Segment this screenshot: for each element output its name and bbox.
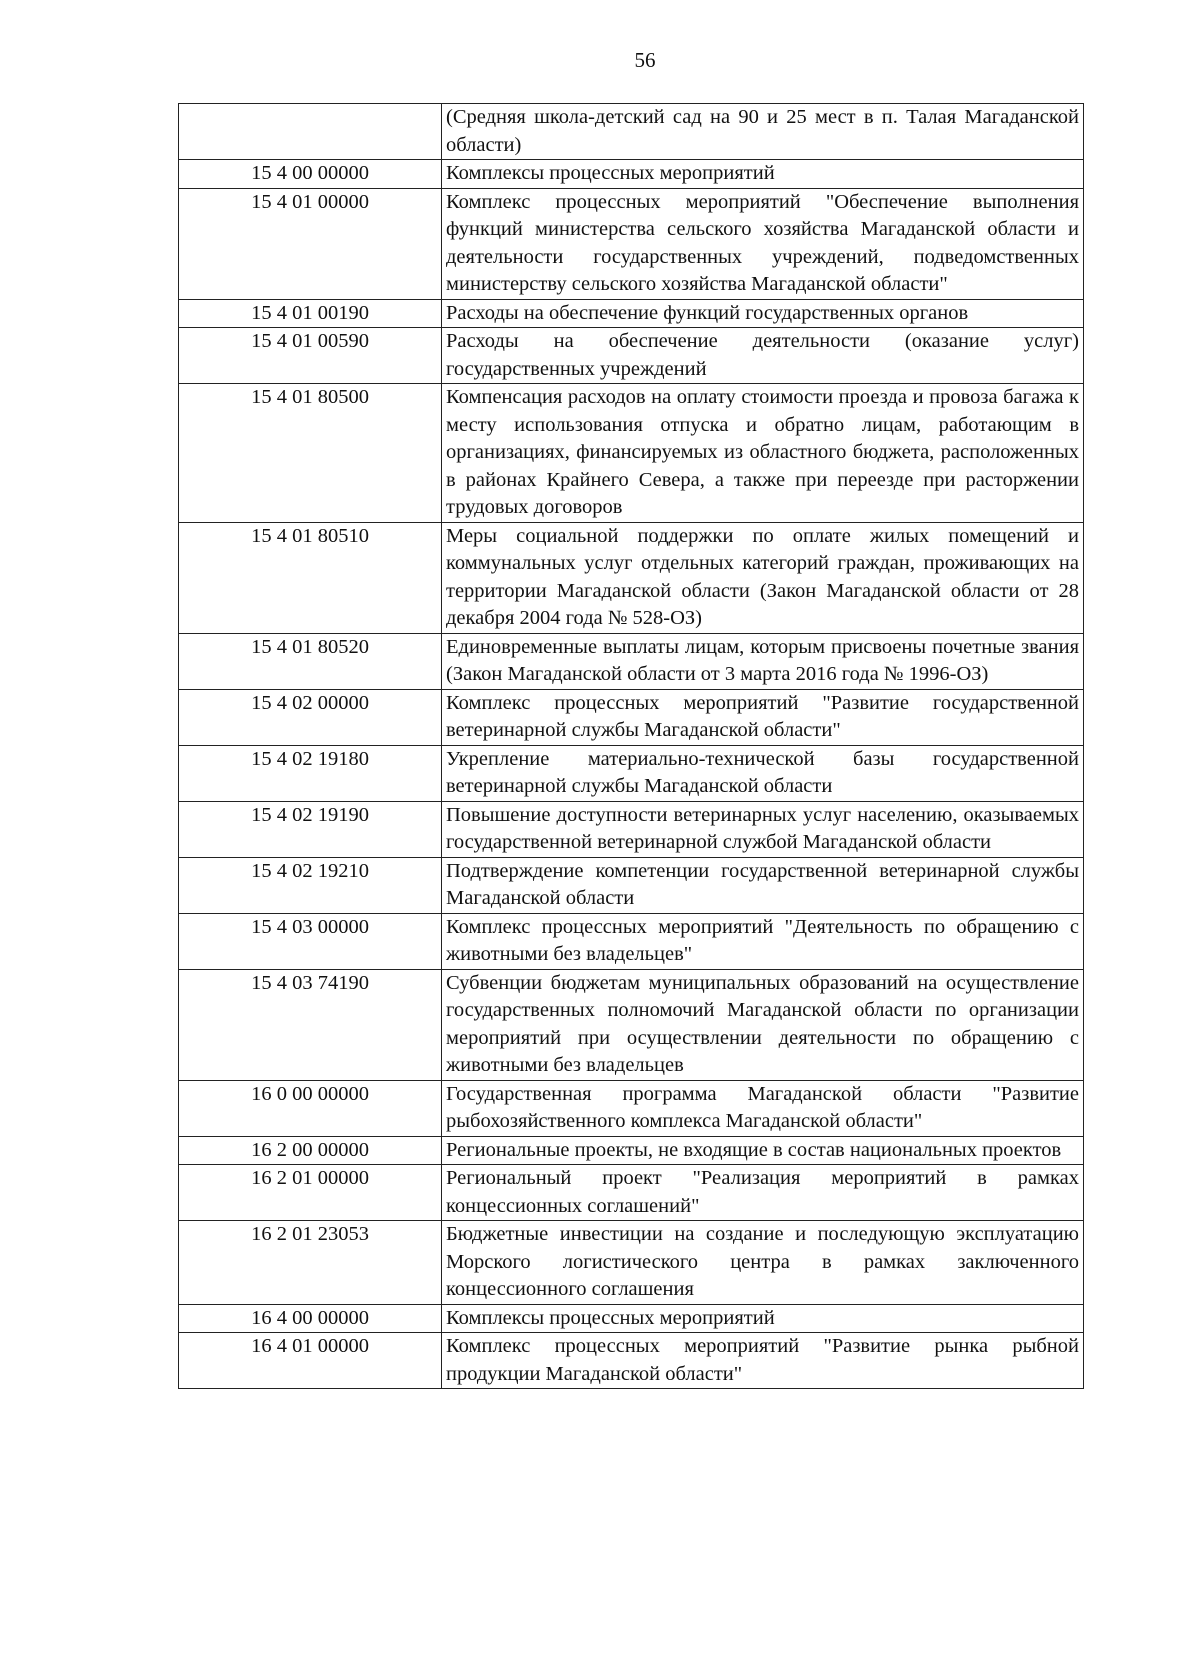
row-code: 15 4 01 00590 — [179, 328, 442, 384]
row-description: Компенсация расходов на оплату стоимости проезда и провоза багажа к месту использования отпуска и обратно лицам, работающим в организациях, финансируемых из областного бюджета, расположенных в районах Крайнего Севера, а также при переезде при расторжении трудовых договоров — [442, 384, 1084, 523]
row-code: 15 4 01 00190 — [179, 299, 442, 328]
row-code — [179, 104, 442, 160]
row-code: 16 2 01 23053 — [179, 1221, 442, 1305]
table-row — [179, 1165, 1084, 1221]
table-row — [179, 522, 1084, 633]
table-row — [179, 633, 1084, 689]
table-row — [179, 1136, 1084, 1165]
row-code: 15 4 02 19180 — [179, 745, 442, 801]
table-row — [179, 913, 1084, 969]
row-description: Региональные проекты, не входящие в состав национальных проектов — [442, 1136, 1084, 1165]
row-code: 15 4 02 19210 — [179, 857, 442, 913]
row-code: 16 0 00 00000 — [179, 1080, 442, 1136]
table-row — [179, 1304, 1084, 1333]
row-description: Комплекс процессных мероприятий "Обеспечение выполнения функций министерства сельского хозяйства Магаданской области и деятельности государственных учреждений, подведомственных министерству сельского хозяйства Магаданской области" — [442, 188, 1084, 299]
table-row — [179, 801, 1084, 857]
row-code: 15 4 02 19190 — [179, 801, 442, 857]
table-row — [179, 104, 1084, 160]
row-code: 15 4 03 00000 — [179, 913, 442, 969]
row-description: Меры социальной поддержки по оплате жилых помещений и коммунальных услуг отдельных категорий граждан, проживающих на территории Магаданской области (Закон Магаданской области от 28 декабря 2004 года № 528-ОЗ) — [442, 522, 1084, 633]
row-description: Единовременные выплаты лицам, которым присвоены почетные звания (Закон Магаданской области от 3 марта 2016 года № 1996-ОЗ) — [442, 633, 1084, 689]
row-description: (Средняя школа-детский сад на 90 и 25 мест в п. Талая Магаданской области) — [442, 104, 1084, 160]
row-code: 15 4 01 80500 — [179, 384, 442, 523]
row-code: 16 2 00 00000 — [179, 1136, 442, 1165]
row-code: 15 4 00 00000 — [179, 160, 442, 189]
table-row — [179, 689, 1084, 745]
page-number: 56 — [634, 48, 656, 72]
row-description: Укрепление материально-технической базы государственной ветеринарной службы Магаданской области — [442, 745, 1084, 801]
row-code: 15 4 01 80520 — [179, 633, 442, 689]
table-row — [179, 1333, 1084, 1389]
row-description: Комплекс процессных мероприятий "Развитие рынка рыбной продукции Магаданской области" — [442, 1333, 1084, 1389]
row-description: Региональный проект "Реализация мероприятий в рамках концессионных соглашений" — [442, 1165, 1084, 1221]
row-description: Субвенции бюджетам муниципальных образований на осуществление государственных полномочий Магаданской области по организации мероприятий при осуществлении деятельности по обращению с животными без владельцев — [442, 969, 1084, 1080]
row-code: 15 4 02 00000 — [179, 689, 442, 745]
row-description: Комплексы процессных мероприятий — [442, 160, 1084, 189]
table-row — [179, 188, 1084, 299]
table-row — [179, 1221, 1084, 1305]
table-row — [179, 857, 1084, 913]
row-code: 16 4 01 00000 — [179, 1333, 442, 1389]
table-row — [179, 969, 1084, 1080]
row-description: Комплексы процессных мероприятий — [442, 1304, 1084, 1333]
row-code: 15 4 03 74190 — [179, 969, 442, 1080]
classification-table — [178, 103, 1084, 1389]
row-description: Комплекс процессных мероприятий "Деятельность по обращению с животными без владельцев" — [442, 913, 1084, 969]
row-code: 15 4 01 00000 — [179, 188, 442, 299]
row-description: Подтверждение компетенции государственной ветеринарной службы Магаданской области — [442, 857, 1084, 913]
row-description: Государственная программа Магаданской области "Развитие рыбохозяйственного комплекса Магаданской области" — [442, 1080, 1084, 1136]
table-row — [179, 1080, 1084, 1136]
table-row — [179, 299, 1084, 328]
row-code: 16 4 00 00000 — [179, 1304, 442, 1333]
row-description: Повышение доступности ветеринарных услуг населению, оказываемых государственной ветеринарной службой Магаданской области — [442, 801, 1084, 857]
table-row — [179, 384, 1084, 523]
row-code: 16 2 01 00000 — [179, 1165, 442, 1221]
table-row — [179, 328, 1084, 384]
row-description: Комплекс процессных мероприятий "Развитие государственной ветеринарной службы Магаданской области" — [442, 689, 1084, 745]
table-row — [179, 745, 1084, 801]
table-row — [179, 160, 1084, 189]
table-body — [179, 104, 1084, 1389]
row-code: 15 4 01 80510 — [179, 522, 442, 633]
row-description: Бюджетные инвестиции на создание и последующую эксплуатацию Морского логистического центра в рамках заключенного концессионного соглашения — [442, 1221, 1084, 1305]
row-description: Расходы на обеспечение функций государственных органов — [442, 299, 1084, 328]
row-description: Расходы на обеспечение деятельности (оказание услуг) государственных учреждений — [442, 328, 1084, 384]
